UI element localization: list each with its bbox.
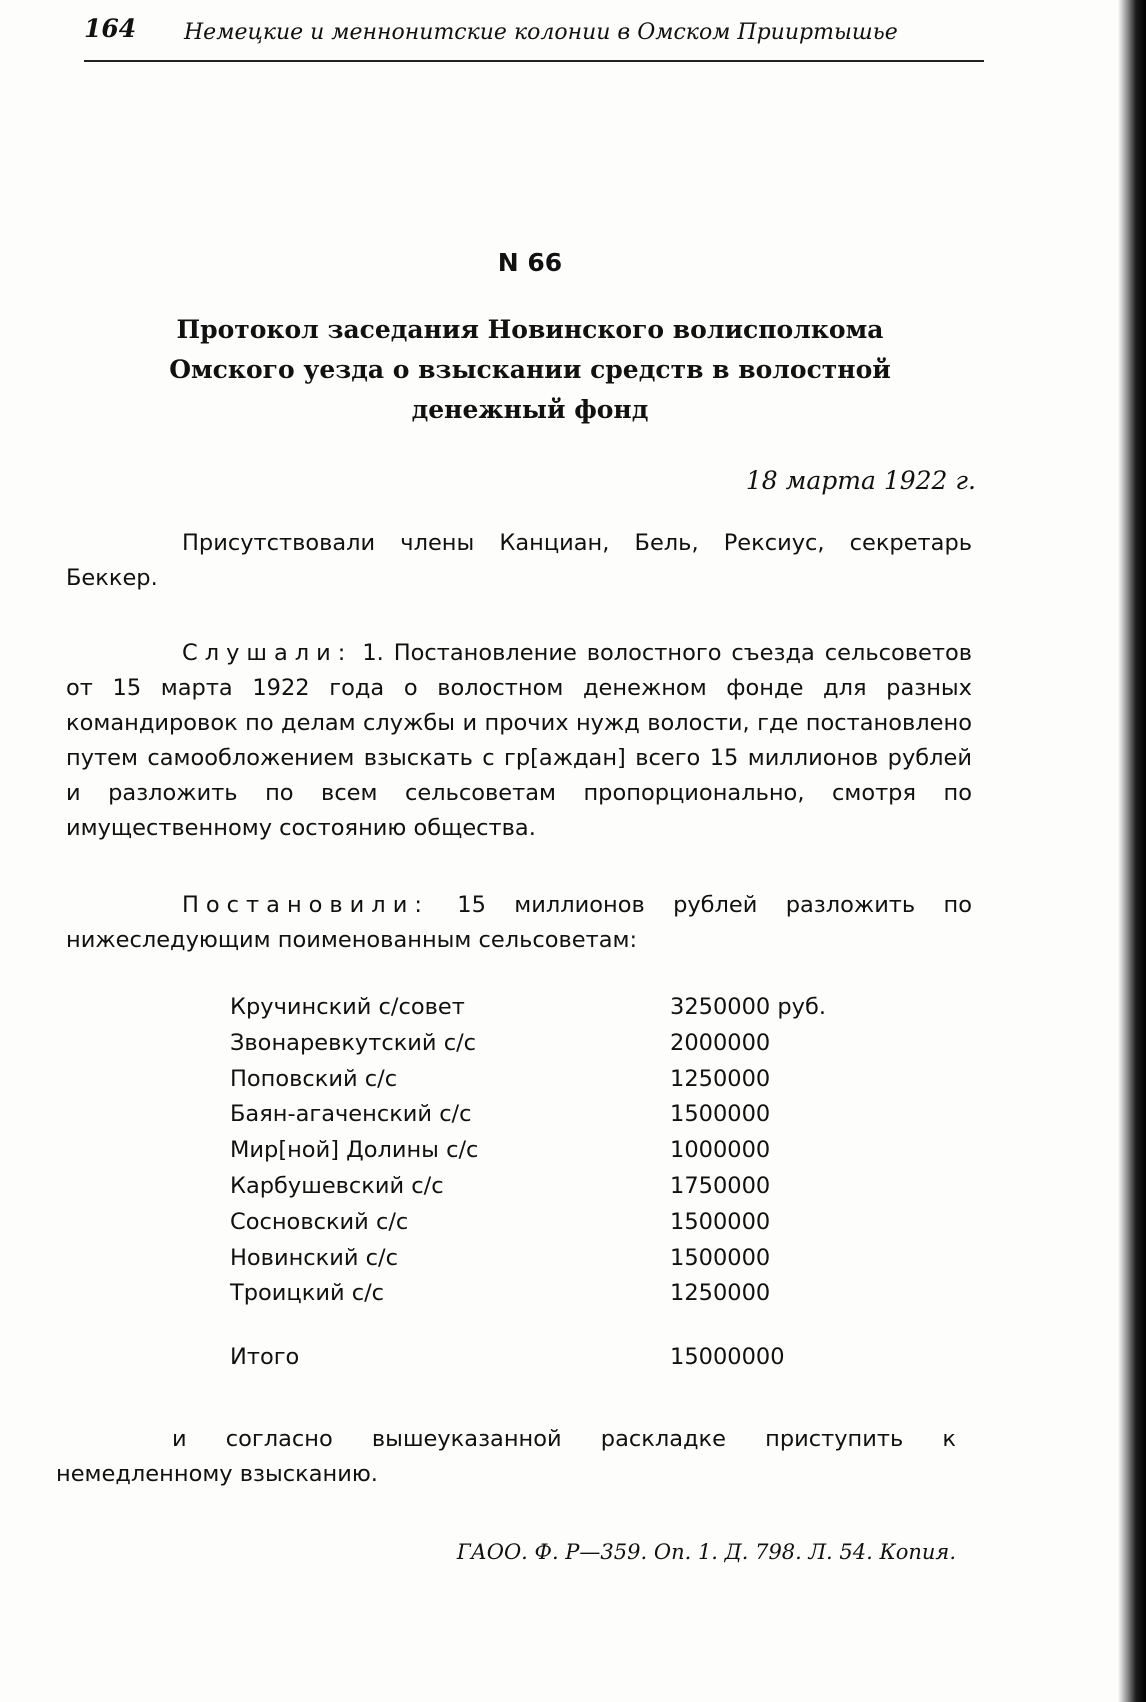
document-number: N 66 [497, 248, 563, 277]
final-text: и согласно вышеуказанной раскладке приступить к немедленному взысканию. [56, 1426, 956, 1487]
allocation-row [230, 1097, 910, 1133]
village-council-name: Звонаревкутский с/с [230, 1029, 477, 1056]
title-line: Омского уезда о взыскании средств в волостной [169, 355, 891, 384]
village-council-name: Кручинский с/совет [230, 994, 465, 1020]
document-title [100, 310, 960, 430]
present-paragraph [66, 526, 972, 596]
allocation-row [230, 1241, 910, 1277]
allocation-row [230, 1062, 910, 1098]
heard-text: 1. Постановление волостного съезда сельсоветов от 15 марта 1922 года о волостном денежном фонде для разных командировок по делам службы и прочих нужд волости, где постановлено путем самообложением взыскать с гр[аждан] всего 15 миллионов рублей и разложить по всем сельсоветам пропорционально, смотря по имущественному состоянию общества. [66, 640, 973, 841]
scan-edge-shadow [1118, 0, 1146, 1702]
allocation-table [230, 990, 910, 1376]
archive-source-citation: ГАОО. Ф. Р—359. Оп. 1. Д. 798. Л. 54. Копия. [456, 1540, 956, 1564]
title-line: Протокол заседания Новинского волисполкома [176, 315, 884, 344]
village-council-name: Карбушевский с/с [230, 1172, 444, 1199]
allocation-amount: 1500000 [670, 1244, 771, 1271]
heard-label: Слушали: [182, 640, 353, 666]
title-line: денежный фонд [411, 395, 649, 424]
allocation-row [230, 1169, 910, 1205]
village-council-name: Баян-агаченский с/с [230, 1101, 472, 1128]
allocation-amount: 1250000 [670, 1280, 771, 1307]
allocation-row [230, 1205, 910, 1241]
resolved-label: Постановили: [182, 892, 429, 918]
document-date: 18 марта 1922 г. [745, 466, 976, 495]
village-council-name: Сосновский с/с [230, 1208, 409, 1235]
page-number: 164 [84, 14, 137, 43]
village-council-name: Мир[ной] Долины с/с [230, 1137, 479, 1164]
allocation-amount: 1750000 [670, 1172, 771, 1199]
allocation-amount: 1500000 [670, 1208, 771, 1235]
village-council-name: Троицкий с/с [230, 1280, 385, 1307]
resolved-text: 15 миллионов рублей разложить по нижеследующим поименованным сельсоветам: [66, 892, 973, 953]
heard-paragraph [66, 636, 972, 846]
village-council-name: Поповский с/с [230, 1065, 398, 1092]
total-label: Итого [230, 1344, 300, 1371]
allocation-row [230, 990, 910, 1026]
total-row [230, 1340, 910, 1376]
allocation-row [230, 1133, 910, 1169]
allocation-row [230, 1026, 910, 1062]
running-title: Немецкие и меннонитские колонии в Омском Прииртышье [184, 20, 898, 45]
resolved-paragraph [66, 888, 972, 958]
running-header [84, 8, 984, 62]
allocation-amount: 1500000 [670, 1101, 771, 1128]
allocation-amount: 1250000 [670, 1065, 771, 1092]
present-text: Присутствовали члены Канциан, Бель, Рексиус, секретарь Беккер. [66, 530, 972, 591]
final-paragraph [56, 1422, 956, 1492]
total-amount: 15000000 [670, 1344, 785, 1371]
allocation-amount: 2000000 [670, 1029, 771, 1056]
allocation-row [230, 1276, 910, 1312]
allocation-amount: 3250000 руб. [670, 994, 826, 1020]
allocation-amount: 1000000 [670, 1137, 771, 1164]
village-council-name: Новинский с/с [230, 1244, 398, 1271]
